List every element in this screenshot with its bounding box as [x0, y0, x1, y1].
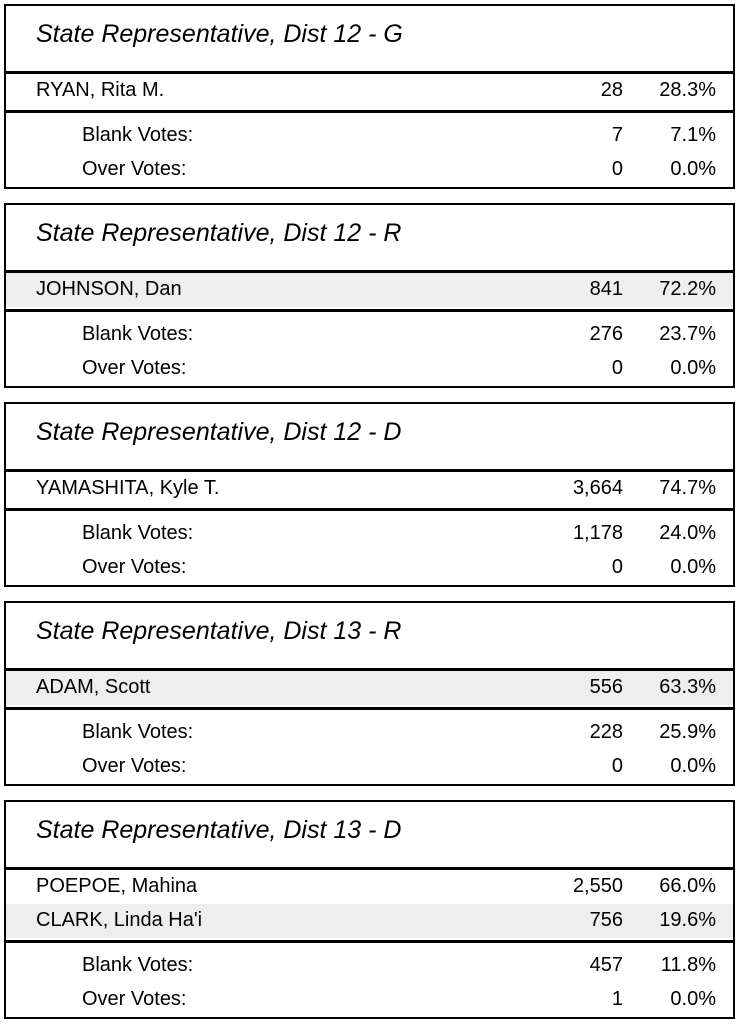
over-votes-count: 0 — [611, 755, 623, 777]
race-box-dist13-d — [4, 800, 735, 1019]
candidate-percent: 66.0% — [659, 875, 716, 897]
over-votes-label: Over Votes: — [82, 556, 187, 578]
candidate-name: JOHNSON, Dan — [36, 278, 182, 300]
stats-block — [6, 511, 733, 585]
race-title: State Representative, Dist 12 - G — [6, 6, 733, 74]
candidate-row — [6, 671, 733, 705]
candidate-name: YAMASHITA, Kyle T. — [36, 477, 220, 499]
over-votes-row — [6, 352, 733, 386]
candidate-row — [6, 870, 733, 904]
blank-votes-label: Blank Votes: — [82, 323, 194, 345]
blank-votes-label: Blank Votes: — [82, 721, 194, 743]
over-votes-label: Over Votes: — [82, 158, 187, 180]
over-votes-row — [6, 750, 733, 784]
candidate-percent: 19.6% — [659, 909, 716, 931]
over-votes-percent: 0.0% — [670, 755, 716, 777]
blank-votes-row — [6, 716, 733, 750]
blank-votes-count: 228 — [589, 721, 623, 743]
blank-votes-count: 276 — [589, 323, 623, 345]
race-box-dist12-g — [4, 4, 735, 189]
candidate-row — [6, 472, 733, 506]
over-votes-row — [6, 551, 733, 585]
over-votes-label: Over Votes: — [82, 988, 187, 1010]
candidate-votes: 841 — [589, 278, 623, 300]
race-title: State Representative, Dist 12 - D — [6, 404, 733, 472]
candidate-percent: 72.2% — [659, 278, 716, 300]
over-votes-count: 0 — [611, 158, 623, 180]
candidate-votes: 3,664 — [572, 477, 623, 499]
candidate-votes: 2,550 — [572, 875, 623, 897]
candidate-votes: 756 — [589, 909, 623, 931]
blank-votes-count: 1,178 — [572, 522, 623, 544]
stats-block — [6, 113, 733, 187]
race-box-dist12-r — [4, 203, 735, 388]
candidate-percent: 63.3% — [659, 676, 716, 698]
candidate-percent: 28.3% — [659, 79, 716, 101]
race-box-dist13-r — [4, 601, 735, 786]
candidate-row — [6, 273, 733, 307]
race-title: State Representative, Dist 13 - D — [6, 802, 733, 870]
candidate-name: POEPOE, Mahina — [36, 875, 198, 897]
over-votes-percent: 0.0% — [670, 556, 716, 578]
stats-block — [6, 710, 733, 784]
blank-votes-percent: 25.9% — [659, 721, 716, 743]
blank-votes-percent: 23.7% — [659, 323, 716, 345]
over-votes-percent: 0.0% — [670, 357, 716, 379]
race-title: State Representative, Dist 12 - R — [6, 205, 733, 273]
over-votes-row — [6, 983, 733, 1017]
over-votes-count: 0 — [611, 357, 623, 379]
over-votes-count: 0 — [611, 556, 623, 578]
blank-votes-label: Blank Votes: — [82, 954, 194, 976]
blank-votes-count: 457 — [589, 954, 623, 976]
candidate-row — [6, 74, 733, 108]
over-votes-label: Over Votes: — [82, 357, 187, 379]
stats-block — [6, 943, 733, 1017]
over-votes-row — [6, 153, 733, 187]
candidate-votes: 556 — [589, 676, 623, 698]
candidate-row — [6, 904, 733, 938]
over-votes-percent: 0.0% — [670, 988, 716, 1010]
race-title: State Representative, Dist 13 - R — [6, 603, 733, 671]
candidate-name: ADAM, Scott — [36, 676, 151, 698]
over-votes-percent: 0.0% — [670, 158, 716, 180]
blank-votes-label: Blank Votes: — [82, 124, 194, 146]
blank-votes-row — [6, 318, 733, 352]
candidate-name: RYAN, Rita M. — [36, 79, 165, 101]
blank-votes-row — [6, 119, 733, 153]
blank-votes-row — [6, 517, 733, 551]
candidate-votes: 28 — [600, 79, 623, 101]
over-votes-count: 1 — [611, 988, 623, 1010]
blank-votes-percent: 11.8% — [660, 954, 716, 976]
blank-votes-label: Blank Votes: — [82, 522, 194, 544]
blank-votes-percent: 7.1% — [670, 124, 716, 146]
stats-block — [6, 312, 733, 386]
candidate-name: CLARK, Linda Ha'i — [36, 909, 203, 931]
blank-votes-row — [6, 949, 733, 983]
race-box-dist12-d — [4, 402, 735, 587]
blank-votes-count: 7 — [611, 124, 623, 146]
over-votes-label: Over Votes: — [82, 755, 187, 777]
blank-votes-percent: 24.0% — [659, 522, 716, 544]
candidate-percent: 74.7% — [659, 477, 716, 499]
